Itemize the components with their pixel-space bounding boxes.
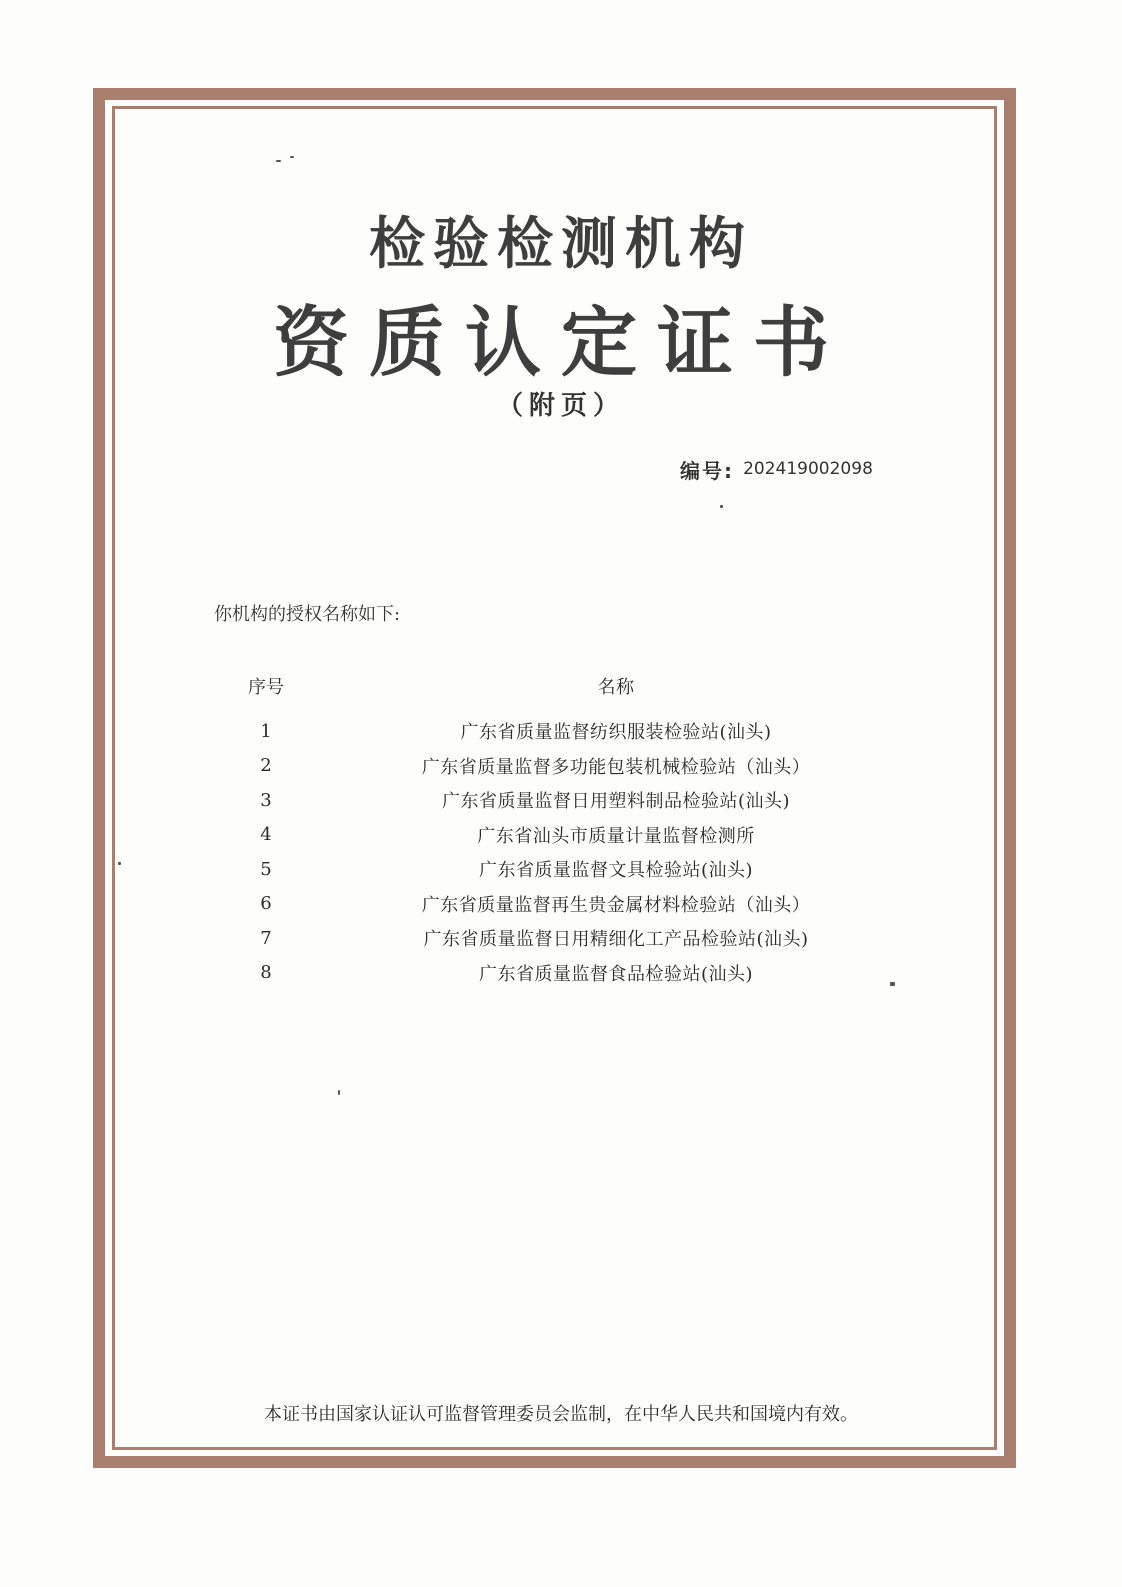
row-index: 5: [260, 858, 272, 880]
row-index: 6: [260, 893, 272, 915]
appendix-subtitle: （附页）: [496, 391, 625, 421]
header-name: 名称: [597, 677, 635, 698]
row-name: 广东省质量监督文具检验站(汕头): [478, 860, 754, 882]
row-name: 广东省质量监督日用精细化工产品检验站(汕头): [423, 929, 809, 951]
header-index: 序号: [248, 677, 284, 698]
table-row: [214, 714, 914, 749]
table-row: [214, 956, 914, 991]
row-name: 广东省质量监督多功能包装机械检验站（汕头）: [421, 756, 811, 778]
row-index: 7: [260, 927, 272, 949]
table-row: [214, 887, 914, 922]
certificate-number-label: 编号:: [680, 459, 734, 483]
row-index: 2: [260, 755, 272, 777]
certificate-title-line1: 检验检测机构: [369, 212, 753, 277]
scan-speck: [720, 505, 723, 508]
table-row: [214, 783, 914, 818]
scan-speck: [338, 1090, 340, 1095]
table-row: [214, 852, 914, 887]
certificate-number: [680, 455, 873, 484]
table-row: [214, 818, 914, 853]
certificate-number-value: 202419002098: [743, 459, 873, 479]
row-index: 3: [260, 789, 272, 811]
row-index: 4: [260, 824, 272, 846]
scan-speck: [276, 160, 281, 162]
table-row: [214, 749, 914, 784]
row-index: 8: [260, 962, 272, 984]
certificate-title-line2: 资质认定证书: [273, 298, 849, 387]
row-name: 广东省质量监督日用塑料制品检验站(汕头): [441, 791, 791, 813]
scan-speck: [118, 862, 121, 865]
scan-speck: [290, 156, 294, 158]
authorization-intro: 你机构的授权名称如下:: [214, 604, 401, 625]
row-name: 广东省质量监督再生贵金属材料检验站（汕头）: [421, 894, 811, 916]
table-header-row: [214, 668, 914, 704]
row-name: 广东省汕头市质量计量监督检测所: [477, 825, 755, 847]
authorized-names-table: [214, 668, 914, 990]
scan-speck: [890, 982, 895, 986]
row-name: 广东省质量监督食品检验站(汕头): [478, 963, 754, 985]
row-name: 广东省质量监督纺织服装检验站(汕头): [460, 722, 772, 744]
certificate-footer-note: 本证书由国家认证认可监督管理委员会监制，在中华人民共和国境内有效。: [264, 1404, 858, 1425]
table-row: [214, 921, 914, 956]
row-index: 1: [260, 720, 272, 742]
